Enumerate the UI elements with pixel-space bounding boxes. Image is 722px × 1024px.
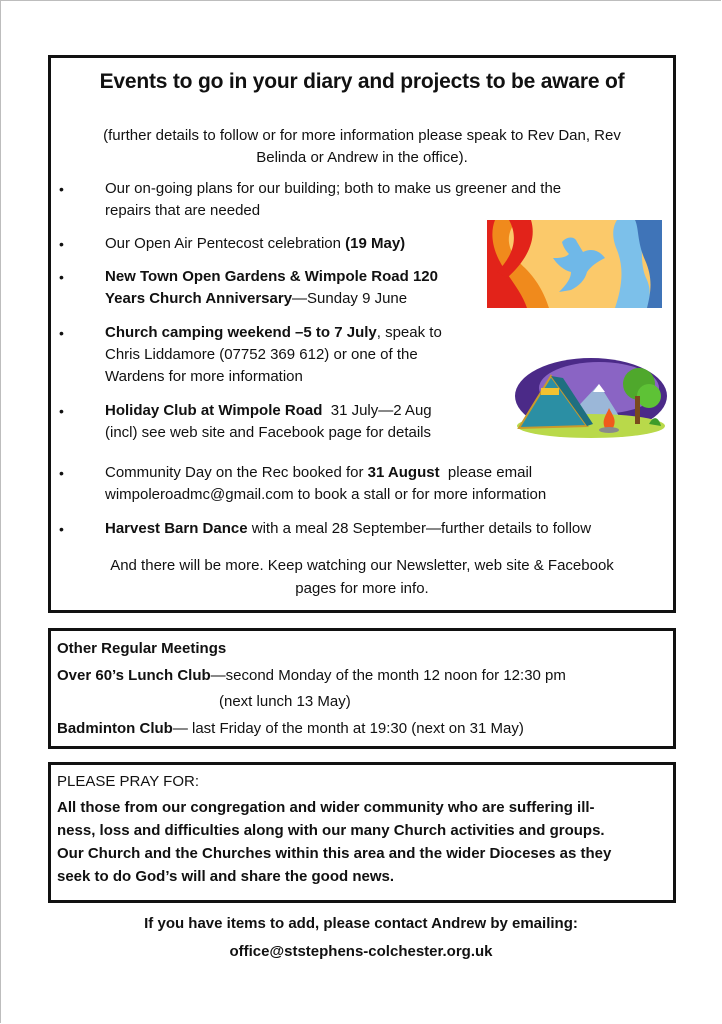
event-plain: please email: [439, 464, 533, 481]
pray-heading: PLEASE PRAY FOR:: [57, 773, 199, 790]
camping-tent-image: [509, 346, 669, 441]
event-plain: , speak to: [376, 324, 442, 341]
pray-line-3: Our Church and the Churches within this area and the wider Dioceses as they: [57, 845, 612, 862]
event-text: [105, 233, 405, 255]
bullet-icon: •: [59, 403, 64, 419]
bullet-icon: •: [59, 236, 64, 252]
event-plain: Our Open Air Pentecost celebration: [105, 235, 346, 252]
event-title: Years Church Anniversary: [105, 290, 293, 307]
event-title: New Town Open Gardens & Wimpole Road 120: [105, 268, 438, 285]
badminton-club-line: [57, 718, 524, 740]
lunch-club-details: —second Monday of the month 12 noon for 12:30 pm: [210, 667, 566, 684]
event-date: (19 May): [345, 235, 406, 252]
event-date: 31 August: [367, 464, 440, 481]
event-text: [105, 400, 432, 422]
event-text: [105, 462, 532, 484]
event-date: 31 July—2 Aug: [322, 402, 432, 419]
lunch-club-next: (next lunch 13 May): [219, 693, 351, 710]
intro-line-2: Belinda or Andrew in the office).: [256, 149, 468, 166]
please-pray-box: [48, 762, 676, 903]
event-text: [105, 322, 442, 344]
bullet-icon: •: [59, 465, 64, 481]
events-title: Events to go in your diary and projects to be aware of: [99, 70, 625, 93]
event-plain: Community Day on the Rec booked for: [105, 464, 368, 481]
event-text: Chris Liddamore (07752 369 612) or one of the: [105, 346, 418, 363]
event-text: [105, 518, 591, 540]
pray-line-1: All those from our congregation and wider community who are suffering ill-: [57, 799, 595, 816]
pentecost-dove-image: [487, 220, 662, 308]
footer-email-link[interactable]: office@ststephens-colchester.org.uk: [229, 943, 493, 960]
bullet-icon: •: [59, 181, 64, 197]
footer-contact-text: If you have items to add, please contact Andrew by emailing:: [144, 915, 578, 932]
outro-line-1: And there will be more. Keep watching our Newsletter, web site & Facebook: [110, 557, 614, 574]
bullet-icon: •: [59, 521, 64, 537]
events-outro: [55, 554, 669, 600]
event-date: —Sunday 9 June: [292, 290, 408, 307]
event-text: [105, 288, 407, 310]
outro-line-2: pages for more info.: [295, 580, 429, 597]
lunch-club-title: Over 60’s Lunch Club: [57, 667, 211, 684]
event-title: Harvest Barn Dance: [105, 520, 248, 537]
event-plain: with a meal 28 September—further details to follow: [247, 520, 592, 537]
lunch-club-line: [57, 665, 566, 687]
event-text: Wardens for more information: [105, 368, 303, 385]
event-text: wimpoleroadmc@gmail.com to book a stall or for more information: [105, 486, 547, 503]
events-intro: [57, 125, 667, 169]
event-title: Church camping weekend –5 to 7 July: [105, 324, 377, 341]
bullet-icon: •: [59, 269, 64, 285]
badminton-club-details: — last Friday of the month at 19:30 (next on 31 May): [172, 720, 524, 737]
regular-meetings-box: [48, 628, 676, 749]
bullet-icon: •: [59, 325, 64, 341]
event-title: Holiday Club at Wimpole Road: [105, 402, 323, 419]
pray-line-2: ness, loss and difficulties along with our many Church activities and groups.: [57, 822, 605, 839]
intro-line-1: (further details to follow or for more information please speak to Rev Dan, Rev: [103, 127, 621, 144]
event-text: repairs that are needed: [105, 202, 261, 219]
event-text: (incl) see web site and Facebook page for details: [105, 424, 432, 441]
pray-line-4: seek to do God’s will and share the good news.: [57, 868, 395, 885]
badminton-club-title: Badminton Club: [57, 720, 173, 737]
events-box: [48, 55, 676, 613]
event-text: Our on-going plans for our building; both to make us greener and the: [105, 180, 562, 197]
meetings-heading: Other Regular Meetings: [57, 640, 227, 657]
